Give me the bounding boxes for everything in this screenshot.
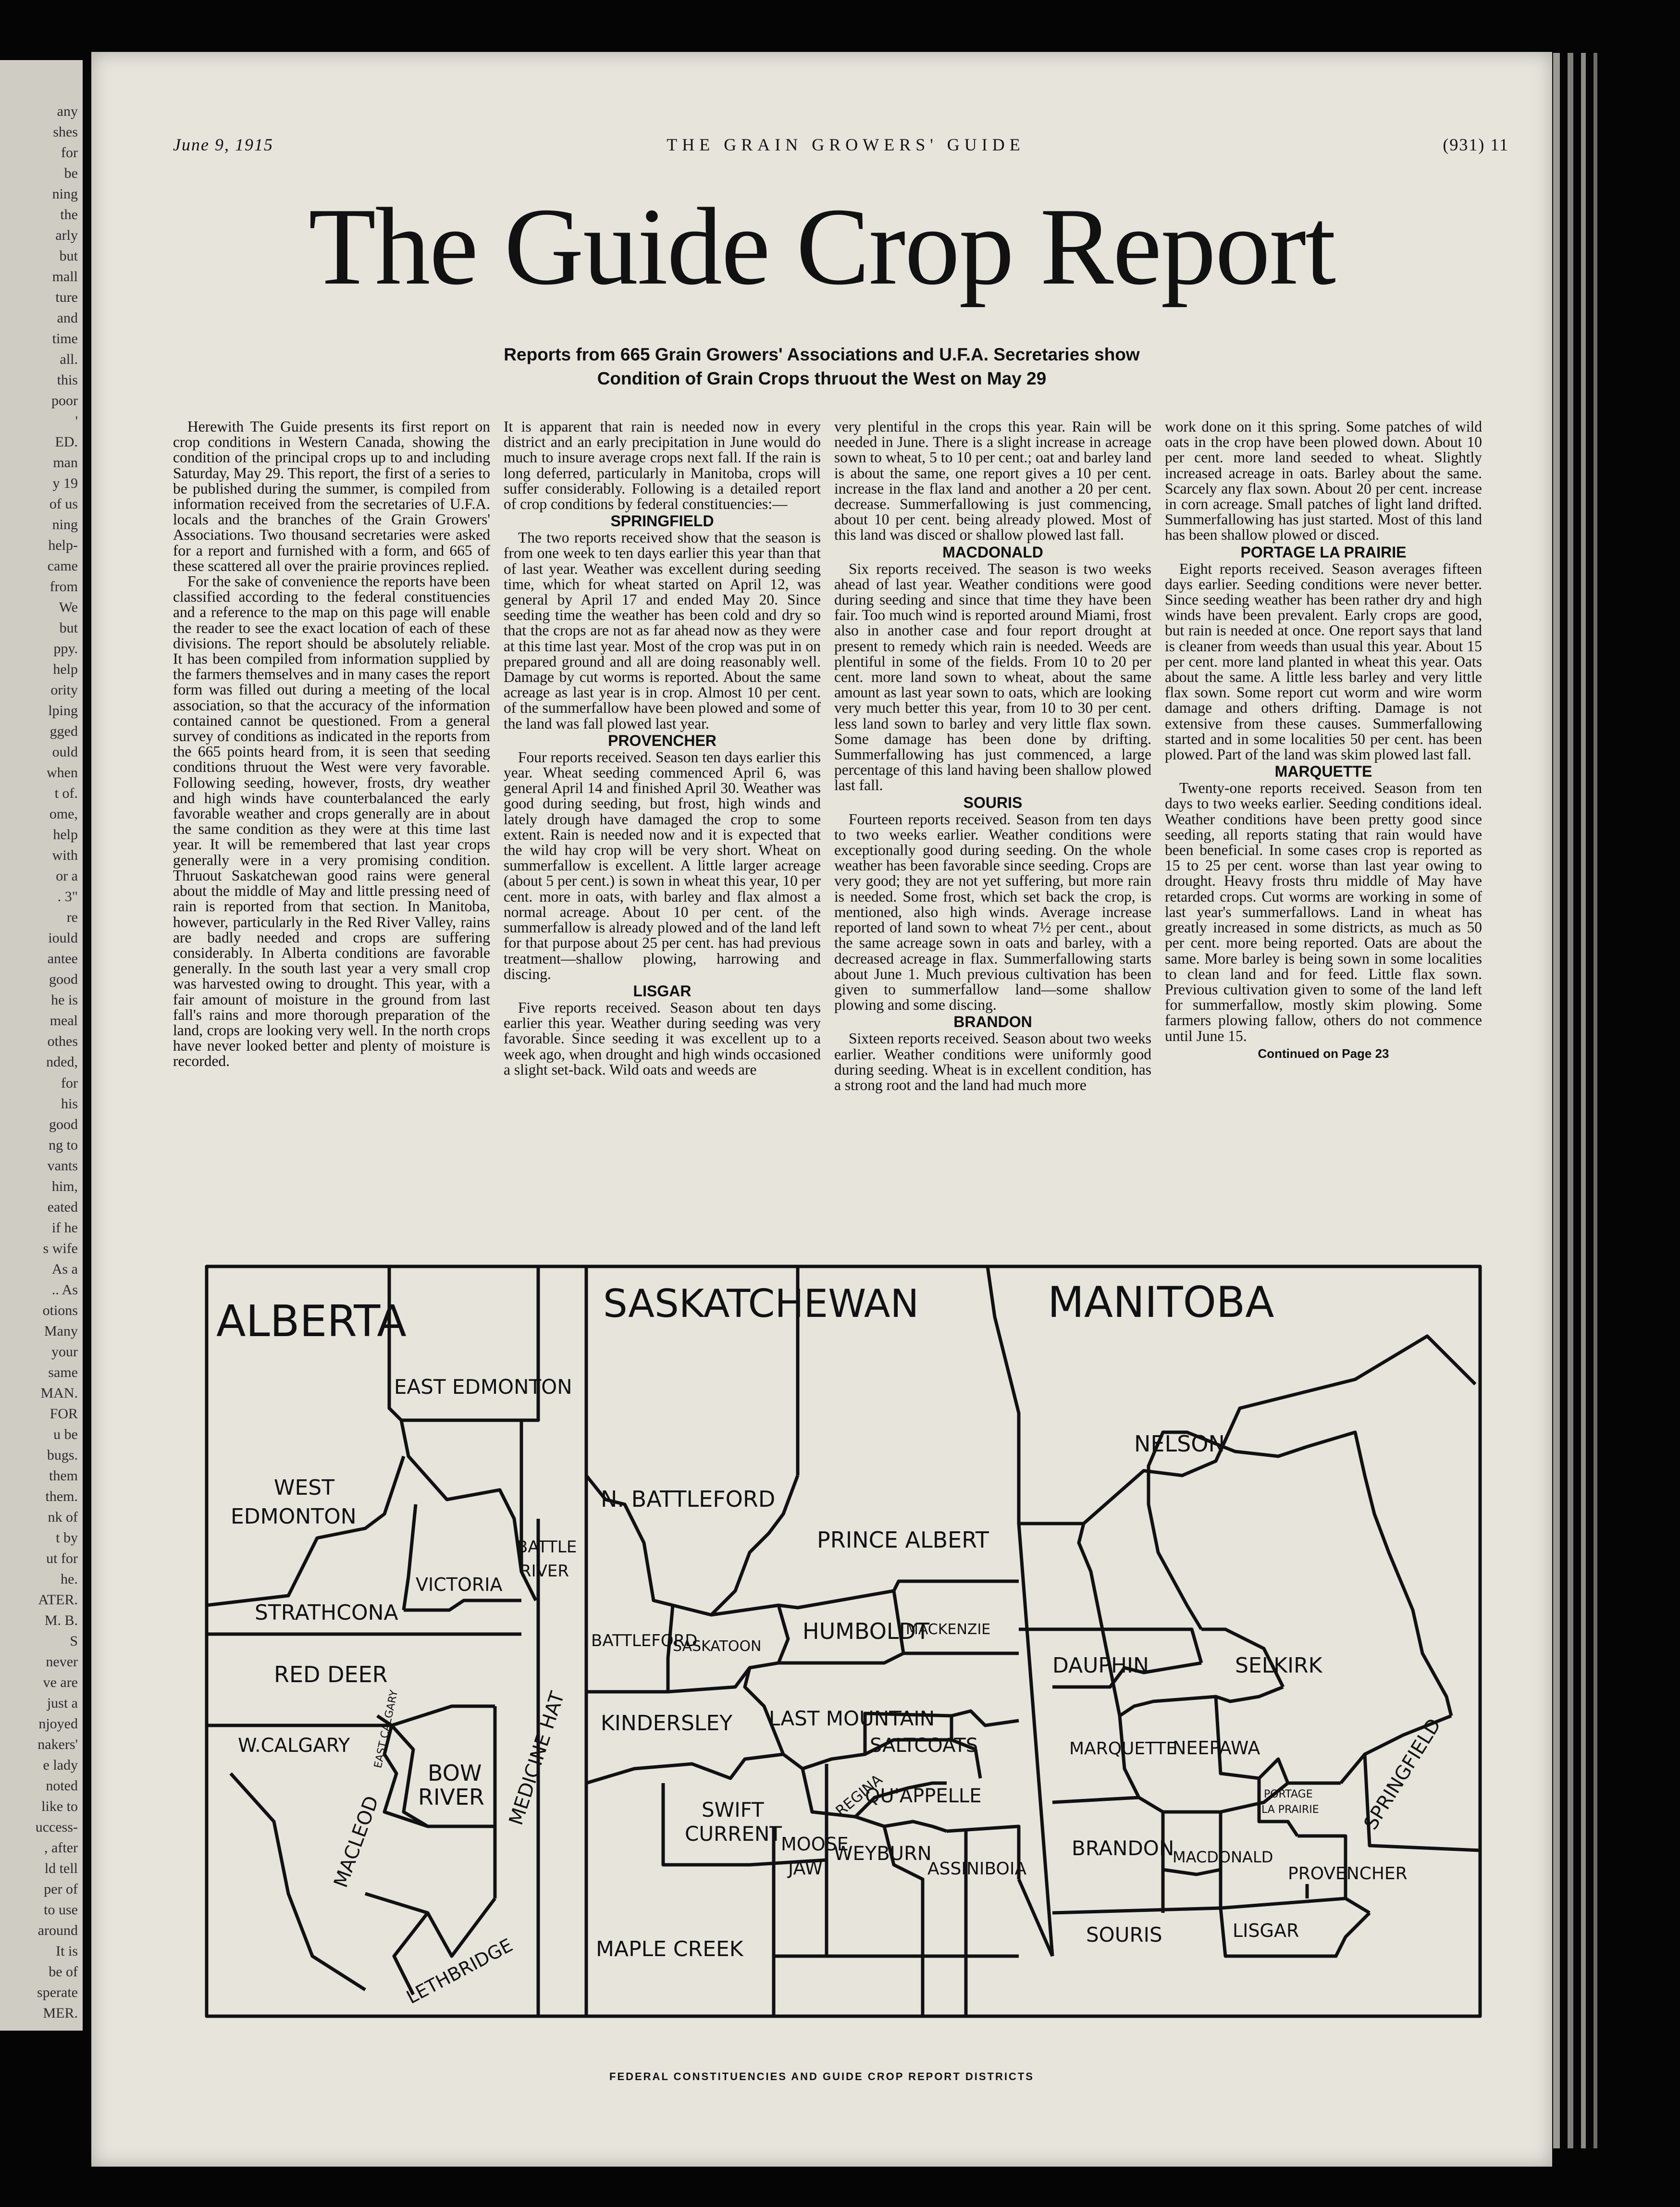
- page-edge: [1581, 53, 1586, 2148]
- section-heading: SPRINGFIELD: [610, 512, 714, 530]
- adjacent-page-text-fragment: We: [59, 599, 78, 616]
- adjacent-page-text-fragment: be of: [49, 1963, 78, 1980]
- page-number: (931) 11: [1443, 135, 1509, 154]
- district-label: SOURIS: [1086, 1923, 1162, 1947]
- article-column-1: [173, 419, 490, 1069]
- section-heading: PROVENCHER: [608, 732, 716, 749]
- section-heading: LISGAR: [633, 982, 692, 1000]
- adjacent-page-text-fragment: around: [37, 1922, 78, 1938]
- adjacent-page-text-fragment: the: [60, 207, 78, 223]
- district-label: N. BATTLEFORD: [601, 1486, 776, 1512]
- paragraph: very plentiful in the crops this year. Rain will be needed in June. There is a slight increase in acreage sown to wheat, 5 to 10 per cent.; oat and barley land is about the same, one report gives a 10 per cent. increase in the flax land and another a 20 per cent. decrease. Summerfallowing is just commencing, about 10 per cent. being already plowed. Most of this land was disced or shallow plowed last fall.: [834, 418, 1151, 544]
- adjacent-page-text-fragment: MAN.: [40, 1385, 78, 1401]
- adjacent-page-text-fragment: and: [57, 310, 78, 326]
- adjacent-page-text-fragment: help: [53, 661, 78, 678]
- adjacent-page-text-fragment: never: [46, 1653, 78, 1670]
- subtitle-line: Condition of Grain Crops thruout the West on May 29: [597, 369, 1047, 388]
- page-title: The Guide Crop Report: [308, 185, 1335, 308]
- page-edge: [1553, 53, 1560, 2148]
- adjacent-page-text-fragment: njoyed: [38, 1715, 78, 1732]
- adjacent-page-text-fragment: his: [61, 1095, 78, 1112]
- district-label: MACKENZIE: [906, 1621, 991, 1638]
- adjacent-page-text-fragment: vants: [47, 1157, 78, 1174]
- adjacent-page-text-fragment: S: [70, 1633, 78, 1649]
- paragraph: It is apparent that rain is needed now in every district and an early precipitation in June would do much to insure average crops next fall. If the rain is long deferred, particularly in Manitoba, crops will suffer considerably. Following is a detailed report of crop conditions by federal constituencies:—: [504, 418, 821, 513]
- adjacent-page-text-fragment: sperate: [37, 1984, 78, 2000]
- district-label: REGINA: [832, 1771, 886, 1820]
- adjacent-page-text-fragment: same: [48, 1364, 78, 1380]
- adjacent-page-text-fragment: nakers': [37, 1736, 78, 1752]
- adjacent-page-text-fragment: to use: [44, 1901, 78, 1918]
- adjacent-page-text-fragment: them: [49, 1467, 78, 1484]
- district-label: VICTORIA: [416, 1574, 503, 1595]
- adjacent-page-text-fragment: mall: [52, 269, 78, 285]
- adjacent-page-text-fragment: he.: [61, 1571, 78, 1587]
- district-label: MACLEOD: [330, 1793, 383, 1891]
- district-label: MOOSE: [781, 1834, 849, 1855]
- adjacent-page-text-fragment: ture: [55, 289, 78, 306]
- district-label: SWIFT: [702, 1798, 764, 1822]
- adjacent-page-text-fragment: ng to: [49, 1137, 78, 1153]
- district-label: LETHBRIDGE: [403, 1934, 517, 2008]
- district-label: RED DEER: [274, 1661, 388, 1687]
- adjacent-page-text-fragment: othes: [47, 1033, 78, 1050]
- district-label: PORTAGE: [1264, 1788, 1313, 1800]
- adjacent-page-text-fragment: from: [49, 579, 78, 595]
- adjacent-page-text-fragment: gged: [49, 723, 78, 740]
- adjacent-page-text-fragment: arly: [55, 227, 78, 244]
- adjacent-page-text-fragment: help: [53, 827, 78, 843]
- paragraph: For the sake of convenience the reports have been classified according to the federal constituencies and a reference to the map on this page will enable the reader to see the exact location of each of these divisions. The report should be absolutely reliable. It has been compiled from information supplied by the farmers themselves and in many cases the report form was filled out during a meeting of the local association, so that the accuracy of the information contained cannot be questioned. From a general survey of conditions as indicated in the reports from the 665 points heard from, it is seen that seeding conditions thruout the West were very favorable. Following seeding, however, frosts, dry weather and high winds have counterbalanced the early favorable weather and crops generally are in about the same condition as they were at this time last year. It will be remembered that last year crops generally were in a very promising condition. Thruout Saskatchewan good rains were general about the middle of May and little pressing need of rain is reported from that section. In Manitoba, however, particularly in the Red River Valley, rains are badly needed and crops are suffering considerably. In Alberta conditions are favorable generally. In the south last year a very small crop was harvested owing to drought. This year, with a fair amount of moisture in the ground from last fall's rains and more thorough preparation of the land, crops are looking very well. In the north crops have never looked better and plenty of moisture is recorded.: [173, 573, 490, 1070]
- adjacent-page-text-fragment: good: [49, 971, 78, 988]
- paragraph: Five reports received. Season about ten days earlier this year. Weather during seeding was very favorable. Since seeding it was excellent up to a week ago, when drought and high winds occasioned a slight set-back. Wild oats and weeds are: [504, 999, 821, 1078]
- adjacent-page-text-fragment: eated: [47, 1199, 78, 1215]
- adjacent-page-text-fragment: iould: [48, 930, 78, 946]
- article-column-3: [834, 419, 1151, 1093]
- adjacent-page-text-fragment: if he: [51, 1219, 78, 1236]
- adjacent-page-text-fragment: man: [53, 455, 78, 471]
- district-label: SALTCOATS: [870, 1735, 978, 1757]
- adjacent-page-text-fragment: of us: [49, 496, 78, 512]
- section-heading: MARQUETTE: [1274, 763, 1372, 781]
- paragraph: Twenty-one reports received. Season from ten days to two weeks earlier. Seeding conditions ideal. Weather conditions have been pretty good since seeding, all reports stating that rain would have been beneficial. In some cases crop is reported as 15 to 25 per cent. worse than last year owing to drought. Heavy frosts thru middle of May have retarded crops. Cut worms are working in some of last year's summerfallows. Land in wheat has greatly increased in some districts, as much as 50 per cent. more being reported. Oats are about the same. More barley is being sown in some localities to clean land and for feed. Little flax sown. Previous cultivation given to some of the land left for summerfallow, mostly skim plowing. Some farmers plowing fallow, others do not commence until June 15.: [1165, 780, 1482, 1044]
- adjacent-page-text-fragment: help-: [48, 537, 78, 554]
- adjacent-page-text-fragment: or a: [56, 868, 78, 884]
- adjacent-page-text-fragment: time: [52, 331, 78, 347]
- district-label: CURRENT: [685, 1822, 782, 1846]
- district-label: EAST EDMONTON: [394, 1375, 572, 1399]
- district-label: DAUPHIN: [1052, 1653, 1149, 1678]
- district-label: HUMBOLDT: [803, 1618, 930, 1644]
- adjacent-page-text-fragment: antee: [47, 951, 78, 967]
- adjacent-page-text-fragment: ': [75, 413, 78, 430]
- district-label: SPRINGFIELD: [1359, 1714, 1445, 1834]
- adjacent-page-text-fragment: u be: [53, 1426, 78, 1442]
- adjacent-page-text-fragment: with: [52, 847, 78, 864]
- adjacent-page-text-fragment: just a: [47, 1695, 78, 1711]
- adjacent-page-text-fragment: ATER.: [38, 1591, 78, 1608]
- district-label: SASKATOON: [673, 1638, 762, 1655]
- district-label: BATTLE: [517, 1537, 577, 1557]
- paragraph: Eight reports received. Season averages fifteen days earlier. Seeding conditions were never better. Since seeding weather has been rather dry and high winds have been prevalent. Early crops are good, but rain is needed at once. One report says that land is cleaner from weeds than usual this year. About 15 per cent. more land planted in wheat this year. Oats about the same. A little less barley and very little flax sown. Some report cut worm and wire worm damage and others drifting. Damage is not extensive from these causes. Summerfallowing started and in some localities 50 per cent. has been plowed. Part of the land was skim plowed last fall.: [1165, 560, 1482, 763]
- adjacent-page-text-fragment: FOR: [49, 1405, 78, 1422]
- adjacent-page-text-fragment: MER.: [43, 2005, 78, 2021]
- adjacent-page-text-fragment: he is: [51, 992, 78, 1008]
- district-label: MAPLE CREEK: [596, 1937, 743, 1961]
- district-label: EDMONTON: [231, 1504, 357, 1529]
- paragraph: Sixteen reports received. Season about two weeks earlier. Weather conditions were uniformly good during seeding. Wheat is in excellent condition, has a strong root and the land had much more: [834, 1030, 1151, 1093]
- map-drawing: [115, 1206, 1504, 2038]
- adjacent-page-text-fragment: per of: [44, 1881, 78, 1897]
- adjacent-page-text-fragment: Many: [44, 1323, 78, 1339]
- adjacent-page-text-fragment: t by: [56, 1529, 78, 1546]
- district-label: STRATHCONA: [255, 1600, 398, 1625]
- running-header: [173, 135, 1519, 159]
- adjacent-page-text-fragment: ning: [52, 186, 78, 202]
- adjacent-page-text-fragment: .. As: [51, 1281, 78, 1298]
- adjacent-page-text-fragment: ED.: [55, 434, 78, 450]
- district-label: NEEPAWA: [1173, 1737, 1260, 1759]
- adjacent-page-text-fragment: any: [57, 103, 78, 119]
- map-caption: FEDERAL CONSTITUENCIES AND GUIDE CROP REPORT DISTRICTS: [609, 2071, 1034, 2083]
- adjacent-page-text-fragment: but: [59, 248, 78, 264]
- adjacent-page-text-fragment: y 19: [52, 475, 78, 492]
- district-label: MARQUETTE: [1069, 1739, 1177, 1759]
- article-column-2: [504, 419, 821, 1078]
- district-label: EAST CALGARY: [372, 1689, 401, 1770]
- adjacent-page-text-fragment: uccess-: [35, 1819, 78, 1835]
- province-label: SASKATCHEWAN: [603, 1281, 919, 1326]
- district-label: SELKIRK: [1235, 1653, 1322, 1678]
- section-heading: PORTAGE LA PRAIRIE: [1240, 543, 1407, 561]
- adjacent-page-text-fragment: all.: [60, 351, 78, 368]
- adjacent-page-text-fragment: It is: [56, 1943, 78, 1959]
- adjacent-page-text-fragment: good: [49, 1116, 78, 1132]
- adjacent-page-text-fragment: ould: [52, 744, 78, 760]
- province-label: ALBERTA: [216, 1296, 407, 1347]
- page-edge: [1594, 53, 1597, 2148]
- constituency-map: [115, 1206, 1504, 2038]
- adjacent-page-text-fragment: for: [61, 1075, 78, 1091]
- section-heading: MACDONALD: [942, 543, 1043, 561]
- adjacent-page-text-fragment: , after: [44, 1839, 78, 1856]
- adjacent-page-text-fragment: this: [57, 372, 78, 388]
- paragraph: work done on it this spring. Some patches of wild oats in the crop have been plowed down. About 10 per cent. more land seeded to wheat. Slightly increased acreage in oats. Barley about the same. Scarcely any flax sown. About 20 per cent. increase in corn acreage. Small patches of light land drifted. Summerfallowing has just started. Most of this land has been shallow plowed or disced.: [1165, 418, 1482, 544]
- province-label: MANITOBA: [1048, 1277, 1274, 1327]
- page-edge: [1568, 53, 1573, 2148]
- adjacent-page-text-fragment: but: [59, 620, 78, 636]
- adjacent-page-text-fragment: meal: [49, 1013, 78, 1029]
- district-label: LA PRAIRIE: [1261, 1804, 1319, 1816]
- adjacent-page-text-fragment: poor: [51, 393, 78, 409]
- paragraph: Six reports received. The season is two weeks ahead of last year. Weather conditions were good during seeding and since that time they have been fair. Too much wind is reported around Miami, frost also in another case and four report drought at present to remedy which rain is needed. Weeds are plentiful in some of the fields. From 10 to 20 per cent. more land sown to wheat, about the same amount as last year sown to oats, which are looking very much better this year, from 10 to 30 per cent. less land sown to barley and very little flax sown. Some damage has been done by drifting. Summerfallowing has just commenced, a large percentage of this land having been shallow plowed last fall.: [834, 560, 1151, 794]
- district-label: MEDICINE HAT: [505, 1689, 569, 1828]
- adjacent-page-text-fragment: re: [66, 909, 78, 926]
- adjacent-page-text-fragment: ority: [50, 682, 78, 698]
- paragraph: Fourteen reports received. Season from ten days to two weeks earlier. Weather conditions were exceptionally good during seeding. On the whole weather has been favorable since seeding. Crops are very good; they are not yet suffering, but more rain is needed. Some frost, which set back the crop, is mentioned, also high winds. Average increase reported of land sown to wheat 7½ per cent., about the same acreage sown in oats and barley, with a decreased acreage in flax. Summerfallowing starts about June 1. Much previous cultivation has been given to summerfallow land—some shallow plowing and some discing.: [834, 810, 1151, 1014]
- adjacent-page-text-fragment: noted: [46, 1777, 78, 1794]
- adjacent-page-text-fragment: ome,: [49, 806, 78, 822]
- adjacent-page-text-fragment: s wife: [43, 1240, 78, 1256]
- adjacent-page-text-fragment: bugs.: [47, 1447, 78, 1463]
- district-label: NELSON: [1134, 1431, 1225, 1457]
- adjacent-page-text-fragment: came: [47, 558, 78, 574]
- district-label: LISGAR: [1233, 1920, 1299, 1941]
- district-label: BOW: [428, 1760, 482, 1786]
- subtitle: [91, 343, 1552, 391]
- adjacent-page-text-fragment: ld tell: [44, 1860, 78, 1876]
- adjacent-page-text-fragment: . 3": [57, 889, 78, 905]
- adjacent-page-text-fragment: nk of: [48, 1509, 78, 1525]
- district-label: JAW: [788, 1858, 823, 1879]
- adjacent-page-text-fragment: shes: [53, 124, 78, 140]
- district-label: W.CALGARY: [238, 1735, 350, 1757]
- adjacent-page-text-fragment: when: [47, 765, 78, 781]
- adjacent-page-text-fragment: M. B.: [44, 1612, 78, 1628]
- adjacent-page-text-fragment: e lady: [43, 1757, 78, 1773]
- paragraph: Herewith The Guide presents its first report on crop conditions in Western Canada, showing the condition of the principal crops up to and including Saturday, May 29. This report, the first of a series to be published during the summer, is compiled from information received from the secretaries of U.F.A. locals and the branches of the Grain Growers' Associations. Two thousand secretaries were asked for a report and furnished with a form, and 665 of these scattered all over the prairie provinces replied.: [173, 418, 490, 574]
- adjacent-page-text-fragment: him,: [51, 1178, 78, 1194]
- district-label: MACDONALD: [1173, 1848, 1273, 1866]
- district-label: ASSINIBOIA: [927, 1859, 1027, 1879]
- paragraph: Four reports received. Season ten days earlier this year. Wheat seeding commenced April 6, was general April 14 and finished April 30. Weather was good during seeding, but frost, high winds and lately drough have damaged the crop to some extent. Rain is needed now and it is expected that the wild hay crop will be very short. Wheat on summerfallow is excellent. A little larger acreage (about 5 per cent.) is sown in wheat this year, 10 per cent. more in oats, with barley and flax almost a normal acreage. About 10 per cent. of the summerfallow is already plowed and of the land left for that purpose about 25 per cent. has had previous treatment—shallow plowing, harrowing and discing.: [504, 748, 821, 982]
- adjacent-page-fragment: [0, 60, 83, 2031]
- adjacent-page-text-fragment: ning: [52, 517, 78, 533]
- district-label: QU'APPELLE: [865, 1785, 982, 1807]
- district-label: WEYBURN: [834, 1843, 932, 1865]
- district-label: WEST: [274, 1475, 335, 1500]
- adjacent-page-text-fragment: your: [51, 1343, 78, 1360]
- district-label: LAST MOUNTAIN: [769, 1707, 935, 1730]
- adjacent-page-text-fragment: t of.: [54, 785, 78, 802]
- subtitle-line: Reports from 665 Grain Growers' Associations and U.F.A. Secretaries show: [504, 345, 1140, 364]
- adjacent-page-text-fragment: nded,: [46, 1054, 78, 1070]
- continuation-note: Continued on Page 23: [1258, 1046, 1389, 1061]
- issue-date: June 9, 1915: [173, 135, 273, 154]
- adjacent-page-text-fragment: them.: [45, 1488, 78, 1504]
- adjacent-page-text-fragment: ve are: [43, 1674, 78, 1690]
- adjacent-page-text-fragment: like to: [41, 1798, 78, 1814]
- district-label: PROVENCHER: [1288, 1864, 1408, 1884]
- district-label: PRINCE ALBERT: [817, 1527, 989, 1553]
- adjacent-page-text-fragment: be: [64, 165, 78, 182]
- adjacent-page-text-fragment: lping: [48, 703, 78, 719]
- district-label: BRANDON: [1072, 1836, 1174, 1860]
- adjacent-page-text-fragment: ppy.: [53, 641, 78, 657]
- adjacent-page-text-fragment: for: [61, 145, 78, 161]
- district-label: BATTLEFORD: [591, 1631, 698, 1650]
- section-heading: BRANDON: [953, 1013, 1032, 1031]
- adjacent-page-text-fragment: otions: [42, 1302, 78, 1318]
- district-label: RIVER: [418, 1784, 485, 1810]
- district-label: KINDERSLEY: [601, 1711, 733, 1736]
- paragraph: The two reports received show that the season is from one week to ten days earlier this year than that of last year. Weather was excellent during seeding time, which for wheat started on April 12, was general by April 17 and ended May 20. Since seeding time the weather has been cold and dry so that the crops are not as far ahead now as they were at this time last year. Most of the crop was put in on prepared ground and all are doing reasonably well. Damage by cut worms is reported. About the same acreage as last year is in crop. Almost 10 per cent. of the summerfallow have been plowed and some of the land was fall plowed last year.: [504, 529, 821, 732]
- section-heading: SOURIS: [963, 794, 1023, 811]
- district-label: RIVER: [520, 1562, 569, 1581]
- adjacent-page-text-fragment: ut for: [46, 1550, 78, 1566]
- article-column-4: [1165, 419, 1482, 1061]
- publication-name: THE GRAIN GROWERS' GUIDE: [667, 135, 1025, 154]
- adjacent-page-text-fragment: As a: [51, 1261, 78, 1277]
